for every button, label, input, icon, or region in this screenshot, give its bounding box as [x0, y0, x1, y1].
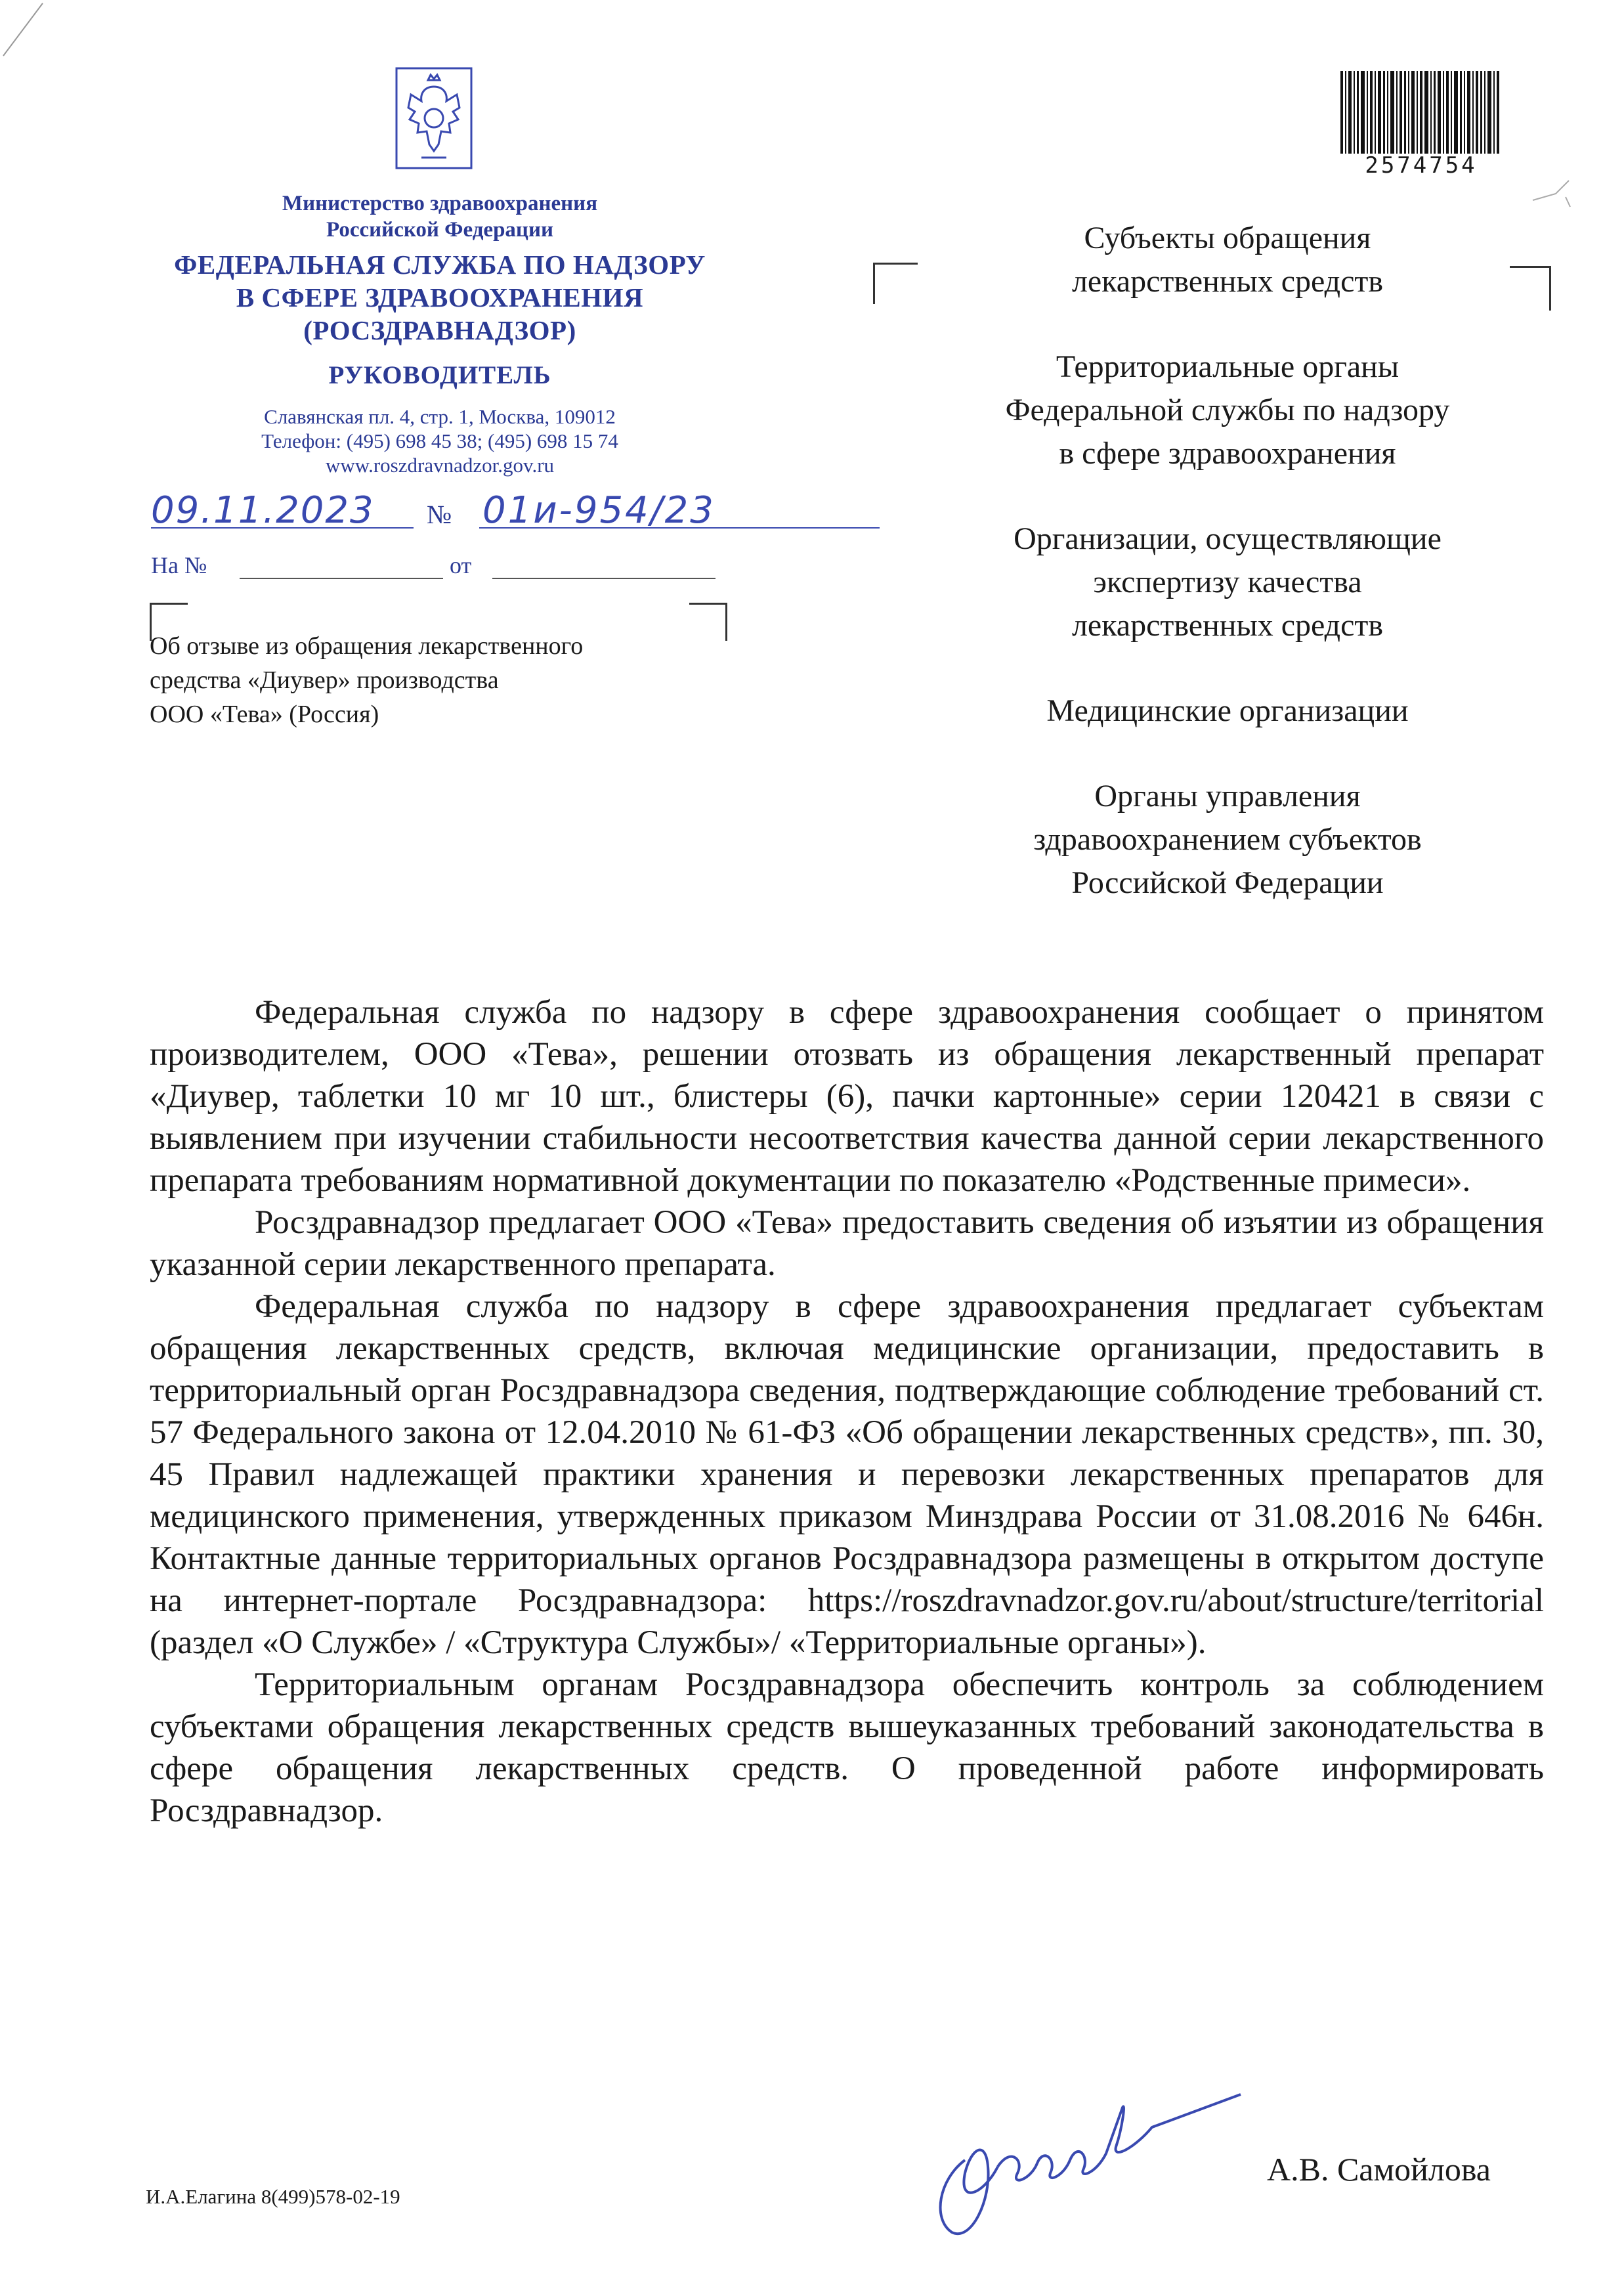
ministry-name-line1: Министерство здравоохранения: [282, 192, 598, 215]
addressee-list: [906, 217, 1549, 947]
addressee-line: Медицинские организации: [1046, 693, 1409, 728]
addressee-line: Органы управления: [1094, 779, 1361, 813]
addressee-line: лекарственных средств: [1071, 608, 1384, 643]
reference-date-label: от: [450, 552, 472, 578]
letterhead: [138, 190, 742, 477]
address: Славянская пл. 4, стр. 1, Москва, 109012: [264, 405, 616, 428]
handwritten-signature-icon: [926, 2068, 1267, 2245]
reference-number-label: На №: [151, 552, 207, 578]
subject-line1: Об отзыве из обращения лекарственного: [150, 632, 584, 660]
addressee-line: в сфере здравоохранения: [1059, 436, 1396, 471]
addressee-line: Российской Федерации: [1071, 865, 1384, 900]
scan-mark-icon: [1529, 174, 1575, 213]
service-name-line3: (РОСЗДРАВНАДЗОР): [303, 315, 576, 345]
registration-date: 09.11.2023: [151, 489, 375, 532]
website: www.roszdravnadzor.gov.ru: [325, 454, 555, 477]
addressee-item: [906, 775, 1549, 905]
barcode-number: 2574754: [1365, 152, 1478, 179]
number-sign: №: [427, 500, 452, 529]
head-title: РУКОВОДИТЕЛЬ: [328, 361, 551, 389]
scan-corner-mark-icon: [0, 0, 46, 59]
addressee-item: [906, 217, 1549, 303]
addressee-line: Территориальные органы: [1056, 349, 1400, 384]
executor-contact: И.А.Елагина 8(499)578-02-19: [146, 2185, 400, 2208]
addressee-line: Федеральной службы по надзору: [1005, 393, 1450, 427]
phone: Телефон: (495) 698 45 38; (495) 698 15 74: [261, 429, 618, 452]
addressee-line: Субъекты обращения: [1084, 221, 1371, 255]
registration-line: [151, 489, 821, 535]
reference-date-blank: [492, 578, 716, 579]
addressee-item: [906, 689, 1549, 733]
body-paragraph-3: Федеральная служба по надзору в сфере здравоохранения предлагает субъектам обращения лекарственных средств, включая медицинские организации, предоставить в территориальный орган Росздравнадзора сведения, подтверждающие соблюдение требований ст. 57 Федерального закона от 12.04.2010 № 61-ФЗ «Об обращении лекарственных средств», пп. 30, 45 Правил надлежащей практики хранения и перевозки лекарственных препаратов для медицинского применения, утвержденных приказом Минздрава России от 31.08.2016 № 646н. Контактные данные территориальных органов Росздравнадзора размещены в открытом доступе на интернет-портале Росздравнадзора: https://roszdravnadzor.gov.ru/about/structure/territorial (раздел «О Службе» / «Структура Службы»/ «Территориальные органы»).: [150, 1288, 1544, 1661]
body-paragraph-2: Росздравнадзор предлагает ООО «Тева» предоставить сведения об изъятии из обращения указанной серии лекарственного препарата.: [150, 1204, 1544, 1283]
reference-number-blank: [240, 578, 443, 579]
letter-subject: [150, 629, 740, 731]
subject-line2: средства «Диувер» производства: [150, 666, 499, 694]
reference-line: [151, 552, 742, 584]
subject-line3: ООО «Тева» (Россия): [150, 701, 379, 728]
signer-name: А.В. Самойлова: [1267, 2151, 1491, 2188]
barcode-icon: [1340, 71, 1502, 154]
addressee-line: здравоохранением субъектов: [1033, 822, 1422, 857]
addressee-item: [906, 517, 1549, 647]
addressee-line: лекарственных средств: [1071, 264, 1384, 299]
addressee-line: Организации, осуществляющие: [1014, 521, 1442, 556]
body-paragraph-4: Территориальным органам Росздравнадзора обеспечить контроль за соблюдением субъектами обращения лекарственных средств вышеуказанных требований законодательства в сфере обращения лекарственных средств. О проведенной работе информировать Росздравнадзор.: [150, 1666, 1544, 1829]
letter-body: [150, 991, 1544, 1832]
russian-coat-of-arms-icon: [395, 67, 473, 169]
addressee-item: [906, 345, 1549, 475]
registration-number: 01и-954/23: [482, 489, 716, 532]
body-paragraph-1: Федеральная служба по надзору в сфере здравоохранения сообщает о принятом производителем, ООО «Тева», решении отозвать из обращения лекарственный препарат «Диувер, таблетки 10 мг 10 шт., блистеры (6), пачки картонные» серии 120421 в связи с выявлением при изучении стабильности несоответствия качества данной серии лекарственного препарата требованиям нормативной документации по показателю «Родственные примеси».: [150, 994, 1544, 1199]
service-name-line1: ФЕДЕРАЛЬНАЯ СЛУЖБА ПО НАДЗОРУ: [174, 249, 706, 280]
ministry-name-line2: Российской Федерации: [326, 218, 553, 242]
addressee-line: экспертизу качества: [1093, 565, 1362, 599]
service-name-line2: В СФЕРЕ ЗДРАВООХРАНЕНИЯ: [236, 282, 644, 313]
